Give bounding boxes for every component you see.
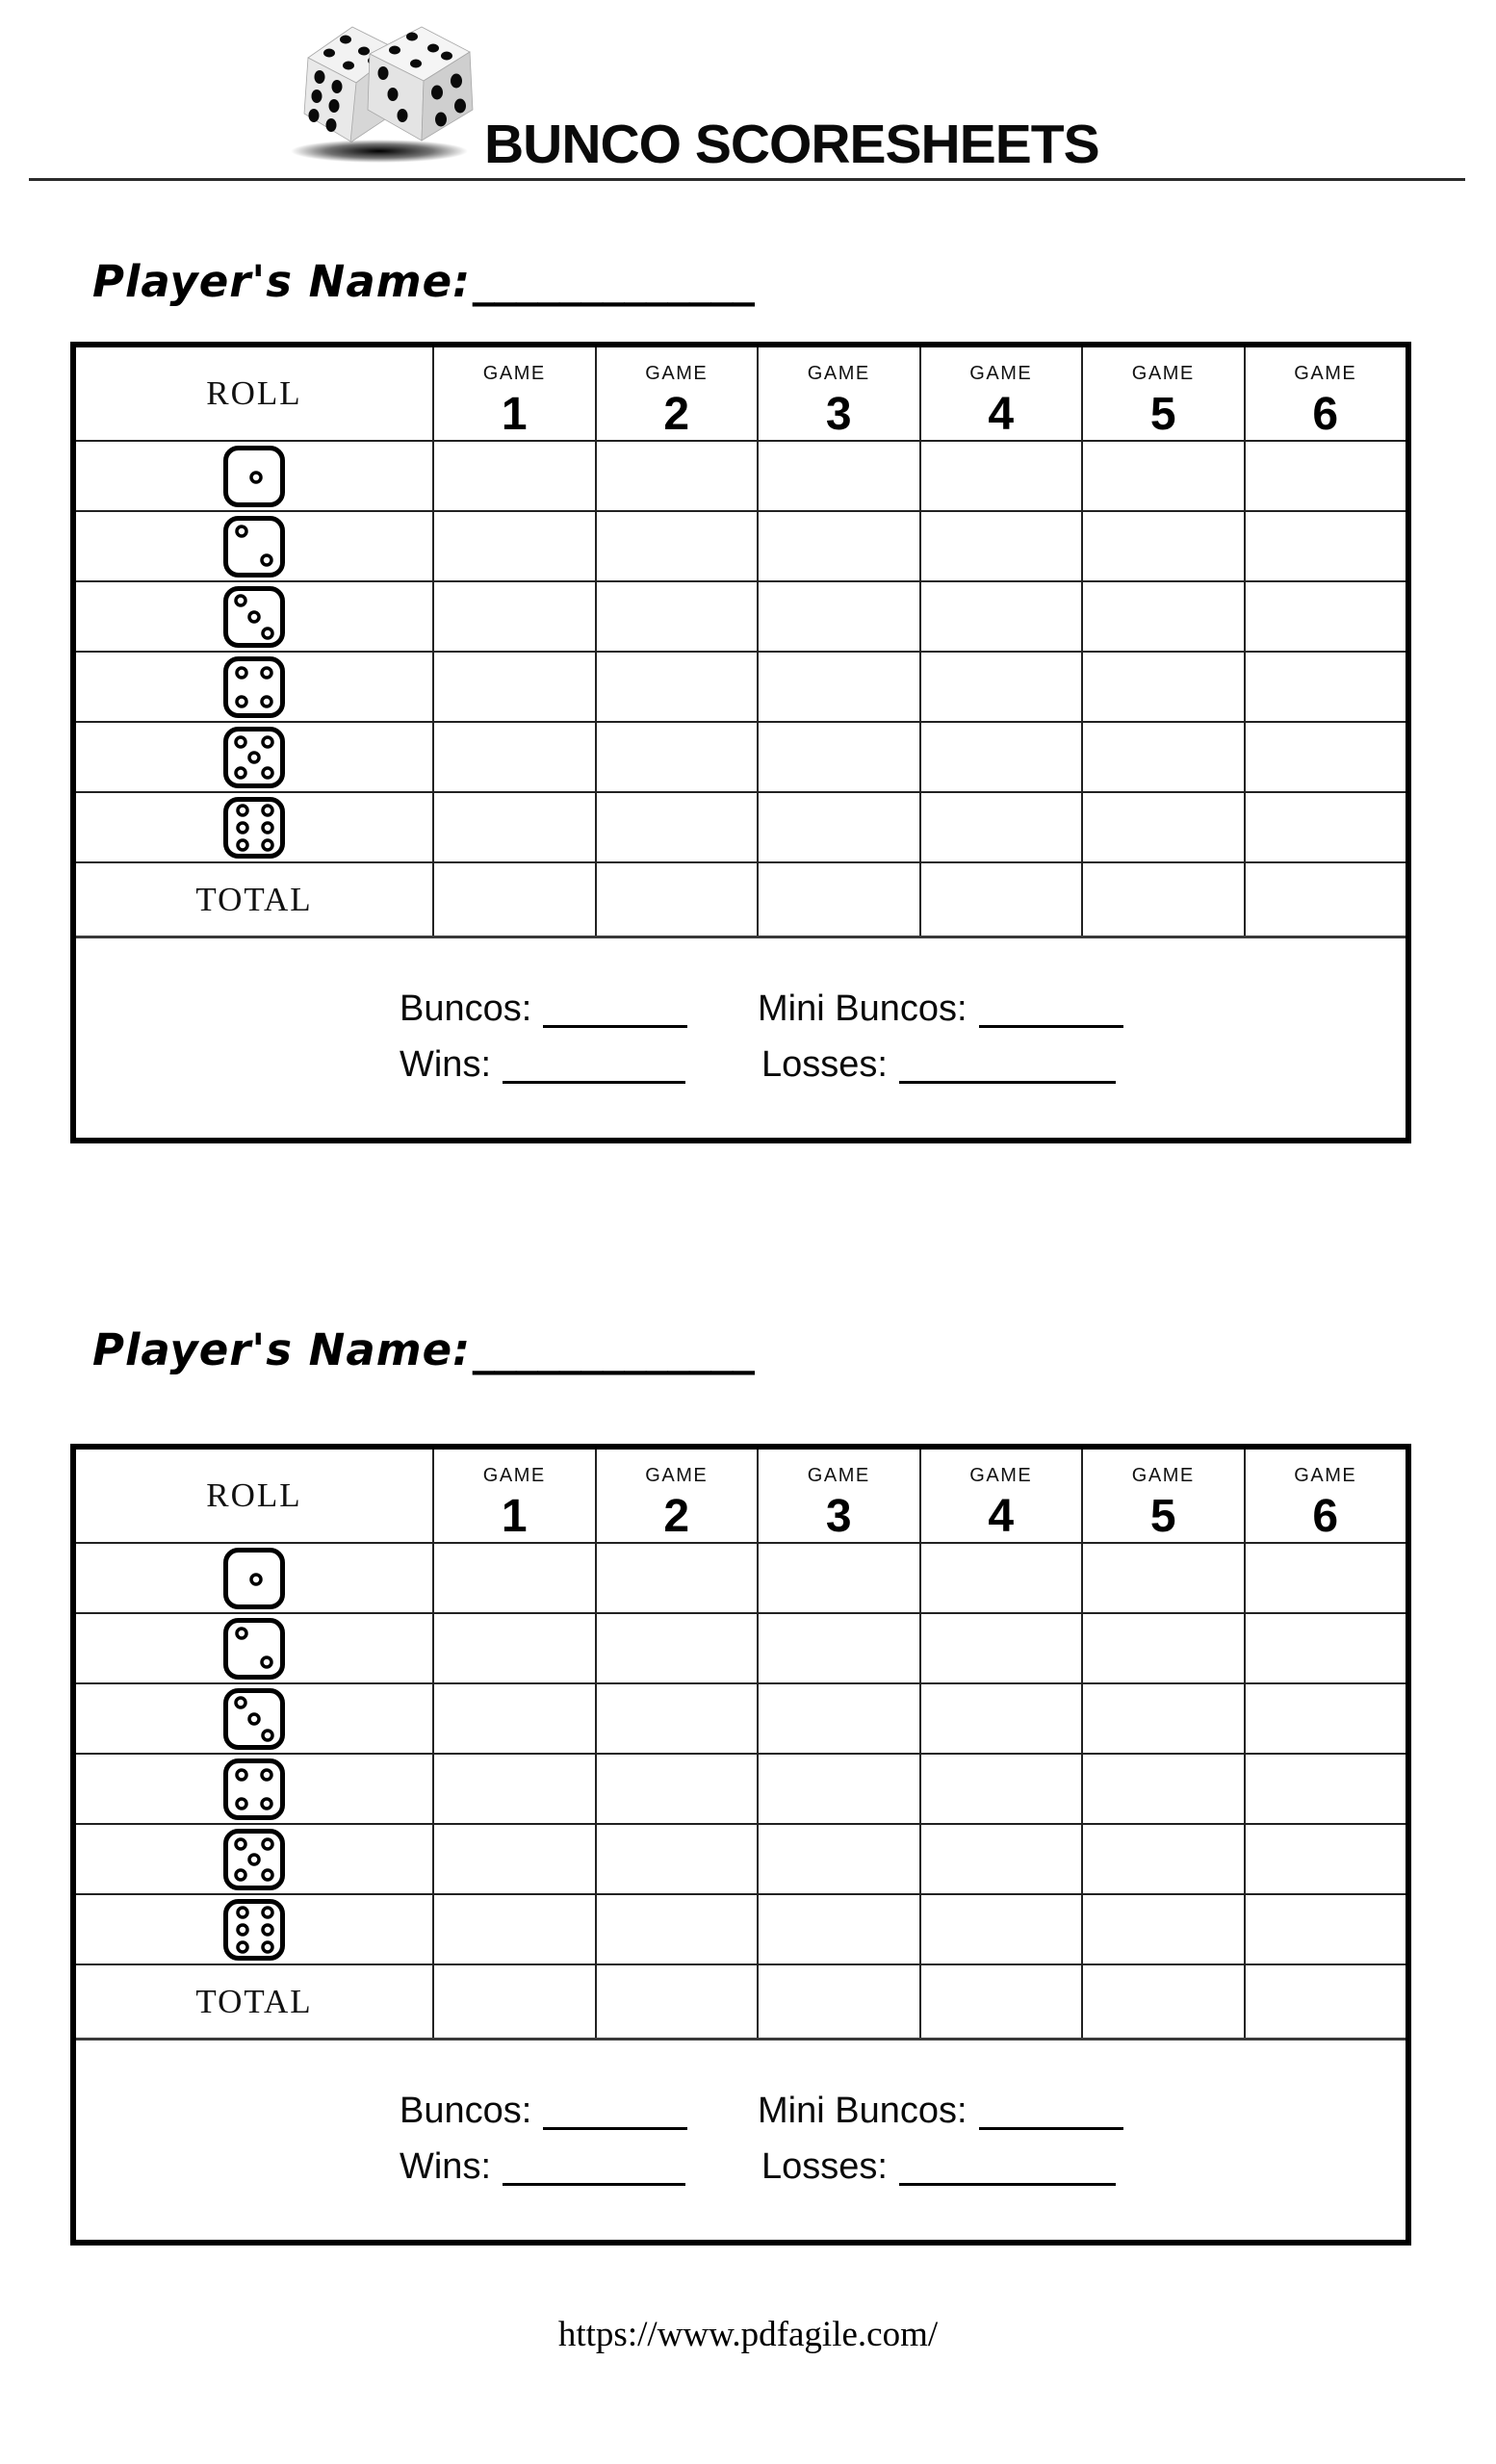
die-cell [76,582,434,651]
game-number: 4 [988,389,1015,440]
wins-field [400,1044,685,1087]
score-cell[interactable] [597,1825,760,1893]
score-cell[interactable] [921,1895,1084,1964]
score-cell[interactable] [1246,512,1406,580]
score-row-die-5 [76,1825,1406,1895]
total-cell[interactable] [921,863,1084,936]
scoresheet-1 [0,0,1496,1150]
losses-label: Losses: [761,2146,888,2187]
total-cell[interactable] [434,863,597,936]
table-header-row [76,347,1406,442]
score-cell[interactable] [759,653,921,721]
score-cell[interactable] [921,582,1084,651]
game-number: 6 [1312,1491,1339,1542]
score-cell[interactable] [921,512,1084,580]
die-face-1-icon [221,1546,287,1611]
game-label: GAME [1131,1465,1195,1486]
die-cell [76,1544,434,1612]
score-cell[interactable] [759,1895,921,1964]
score-cell[interactable] [1246,723,1406,791]
score-row-die-1 [76,1544,1406,1614]
die-face-1-icon [221,444,287,509]
score-cell[interactable] [597,1895,760,1964]
score-cell[interactable] [1246,1684,1406,1753]
game-3-header [759,1450,921,1542]
die-face-4-icon [221,1757,287,1822]
mini-buncos-blank[interactable] [979,2120,1123,2130]
total-cell[interactable] [1083,863,1246,936]
score-cell[interactable] [597,793,760,861]
score-row-die-2 [76,1614,1406,1684]
score-cell[interactable] [1083,512,1246,580]
score-cell[interactable] [1246,793,1406,861]
game-label: GAME [807,363,870,384]
buncos-field [400,988,687,1031]
score-row-die-3 [76,1684,1406,1755]
score-table [70,1444,1411,2246]
footer-link[interactable]: https://www.pdfagile.com/ [557,2315,939,2354]
die-face-5-icon [221,1827,287,1892]
game-number: 2 [663,1491,690,1542]
score-cell[interactable] [759,442,921,510]
score-cell[interactable] [1083,1755,1246,1823]
score-row-die-5 [76,723,1406,793]
game-2-header [597,1450,760,1542]
total-header-cell [76,863,434,936]
game-label: GAME [969,1465,1033,1486]
game-label: GAME [807,1465,870,1486]
score-cell[interactable] [434,1614,597,1682]
score-cell[interactable] [759,1825,921,1893]
total-cell[interactable] [1246,863,1406,936]
die-face-5-icon [221,725,287,790]
game-label: GAME [1294,1465,1357,1486]
score-cell[interactable] [434,582,597,651]
game-label: GAME [1294,363,1357,384]
buncos-label: Buncos: [400,2091,532,2131]
total-header-cell [76,1965,434,2038]
score-cell[interactable] [597,512,760,580]
losses-field [761,2146,1116,2189]
total-label: TOTAL [195,880,313,918]
score-cell[interactable] [921,723,1084,791]
game-number: 3 [825,389,852,440]
table-header-row [76,1450,1406,1544]
wins-blank[interactable] [503,1074,685,1084]
game-number: 1 [501,389,528,440]
total-cell[interactable] [759,1965,921,2038]
die-face-3-icon [221,1686,287,1752]
score-cell[interactable] [434,442,597,510]
game-4-header [921,347,1084,440]
score-cell[interactable] [1246,1544,1406,1612]
score-cell[interactable] [1246,442,1406,510]
game-number: 5 [1149,1491,1176,1542]
total-cell[interactable] [434,1965,597,2038]
mini-buncos-blank[interactable] [979,1018,1123,1028]
total-cell[interactable] [597,863,760,936]
die-cell [76,1755,434,1823]
mini-buncos-field [758,988,1123,1031]
player-name-blank[interactable]: _____________ [473,256,755,307]
player-name-label: Player's Name: [92,1324,472,1375]
game-label: GAME [969,363,1033,384]
die-cell [76,1825,434,1893]
die-face-2-icon [221,1616,287,1681]
game-number: 2 [663,389,690,440]
score-cell[interactable] [1083,1895,1246,1964]
page-title: BUNCO SCORESHEETS [484,114,1099,175]
score-cell[interactable] [921,442,1084,510]
buncos-field [400,2091,687,2133]
total-row [76,1965,1406,2040]
score-row-die-1 [76,442,1406,512]
game-label: GAME [1131,363,1195,384]
total-label: TOTAL [195,1982,313,2020]
game-number: 5 [1149,389,1176,440]
game-2-header [597,347,760,440]
score-cell[interactable] [597,1755,760,1823]
die-cell [76,512,434,580]
game-6-header [1246,1450,1406,1542]
mini-buncos-label: Mini Buncos: [758,2091,967,2131]
scoresheet-2 [0,1102,1496,2252]
die-cell [76,793,434,861]
score-cell[interactable] [1083,793,1246,861]
score-cell[interactable] [1083,1614,1246,1682]
die-face-2-icon [221,514,287,579]
score-cell[interactable] [597,442,760,510]
score-cell[interactable] [759,793,921,861]
score-row-die-4 [76,1755,1406,1825]
score-cell[interactable] [1083,653,1246,721]
player-name-blank[interactable]: _____________ [473,1324,755,1375]
game-label: GAME [482,1465,546,1486]
score-cell[interactable] [434,653,597,721]
score-cell[interactable] [597,1614,760,1682]
game-3-header [759,347,921,440]
score-cell[interactable] [1083,442,1246,510]
total-cell[interactable] [1246,1965,1406,2038]
score-cell[interactable] [1246,1755,1406,1823]
wins-label: Wins: [400,2146,491,2187]
score-row-die-3 [76,582,1406,653]
score-cell[interactable] [921,1614,1084,1682]
score-cell[interactable] [434,1895,597,1964]
wins-label: Wins: [400,1044,491,1085]
score-cell[interactable] [759,1755,921,1823]
roll-header: ROLL [206,374,302,412]
total-cell[interactable] [921,1965,1084,2038]
score-cell[interactable] [1083,582,1246,651]
die-face-4-icon [221,654,287,720]
score-row-die-4 [76,653,1406,723]
total-cell[interactable] [597,1965,760,2038]
die-face-3-icon [221,584,287,650]
score-cell[interactable] [759,1614,921,1682]
score-row-die-2 [76,512,1406,582]
score-cell[interactable] [1083,723,1246,791]
game-1-header [434,347,597,440]
die-cell [76,653,434,721]
game-5-header [1083,347,1246,440]
losses-blank[interactable] [899,2176,1116,2186]
buncos-label: Buncos: [400,988,532,1029]
wins-field [400,2146,685,2189]
game-label: GAME [645,1465,709,1486]
game-number: 4 [988,1491,1015,1542]
score-row-die-6 [76,793,1406,863]
score-cell[interactable] [1083,1825,1246,1893]
player-name-row [92,1324,755,1376]
score-cell[interactable] [434,1825,597,1893]
game-4-header [921,1450,1084,1542]
score-cell[interactable] [1246,1895,1406,1964]
score-cell[interactable] [597,582,760,651]
roll-header-cell [76,347,434,440]
score-cell[interactable] [434,1544,597,1612]
score-cell[interactable] [759,1684,921,1753]
wins-blank[interactable] [503,2176,685,2186]
die-cell [76,1684,434,1753]
score-cell[interactable] [921,1684,1084,1753]
score-cell[interactable] [597,653,760,721]
total-cell[interactable] [1083,1965,1246,2038]
score-cell[interactable] [434,793,597,861]
losses-field [761,1044,1116,1087]
total-cell[interactable] [759,863,921,936]
score-cell[interactable] [759,512,921,580]
score-cell[interactable] [759,723,921,791]
score-cell[interactable] [921,1544,1084,1612]
score-cell[interactable] [597,1544,760,1612]
die-cell [76,442,434,510]
player-name-label: Player's Name: [92,256,472,307]
score-cell[interactable] [921,1755,1084,1823]
score-cell[interactable] [1246,1614,1406,1682]
score-cell[interactable] [921,653,1084,721]
score-cell[interactable] [434,512,597,580]
die-cell [76,1614,434,1682]
score-cell[interactable] [434,723,597,791]
mini-buncos-field [758,2091,1123,2133]
total-row [76,863,1406,938]
player-name-row [92,256,755,308]
game-number: 1 [501,1491,528,1542]
roll-header-cell [76,1450,434,1542]
game-1-header [434,1450,597,1542]
die-cell [76,723,434,791]
buncos-blank[interactable] [543,2120,687,2130]
roll-header: ROLL [206,1476,302,1514]
score-table [70,342,1411,1143]
score-row-die-6 [76,1895,1406,1965]
game-label: GAME [482,363,546,384]
game-5-header [1083,1450,1246,1542]
score-cell[interactable] [434,1684,597,1753]
die-face-6-icon [221,795,287,860]
game-6-header [1246,347,1406,440]
score-cell[interactable] [1246,1825,1406,1893]
losses-label: Losses: [761,1044,888,1085]
score-cell[interactable] [597,723,760,791]
losses-blank[interactable] [899,1074,1116,1084]
score-cell[interactable] [759,1544,921,1612]
mini-buncos-label: Mini Buncos: [758,988,967,1029]
die-face-6-icon [221,1897,287,1963]
score-cell[interactable] [759,582,921,651]
score-cell[interactable] [921,793,1084,861]
score-cell[interactable] [597,1684,760,1753]
score-cell[interactable] [921,1825,1084,1893]
game-label: GAME [645,363,709,384]
die-cell [76,1895,434,1964]
score-cell[interactable] [434,1755,597,1823]
buncos-blank[interactable] [543,1018,687,1028]
score-cell[interactable] [1246,582,1406,651]
game-number: 6 [1312,389,1339,440]
score-cell[interactable] [1083,1544,1246,1612]
game-number: 3 [825,1491,852,1542]
summary-section [76,2040,1406,2240]
score-cell[interactable] [1246,653,1406,721]
score-cell[interactable] [1083,1684,1246,1753]
